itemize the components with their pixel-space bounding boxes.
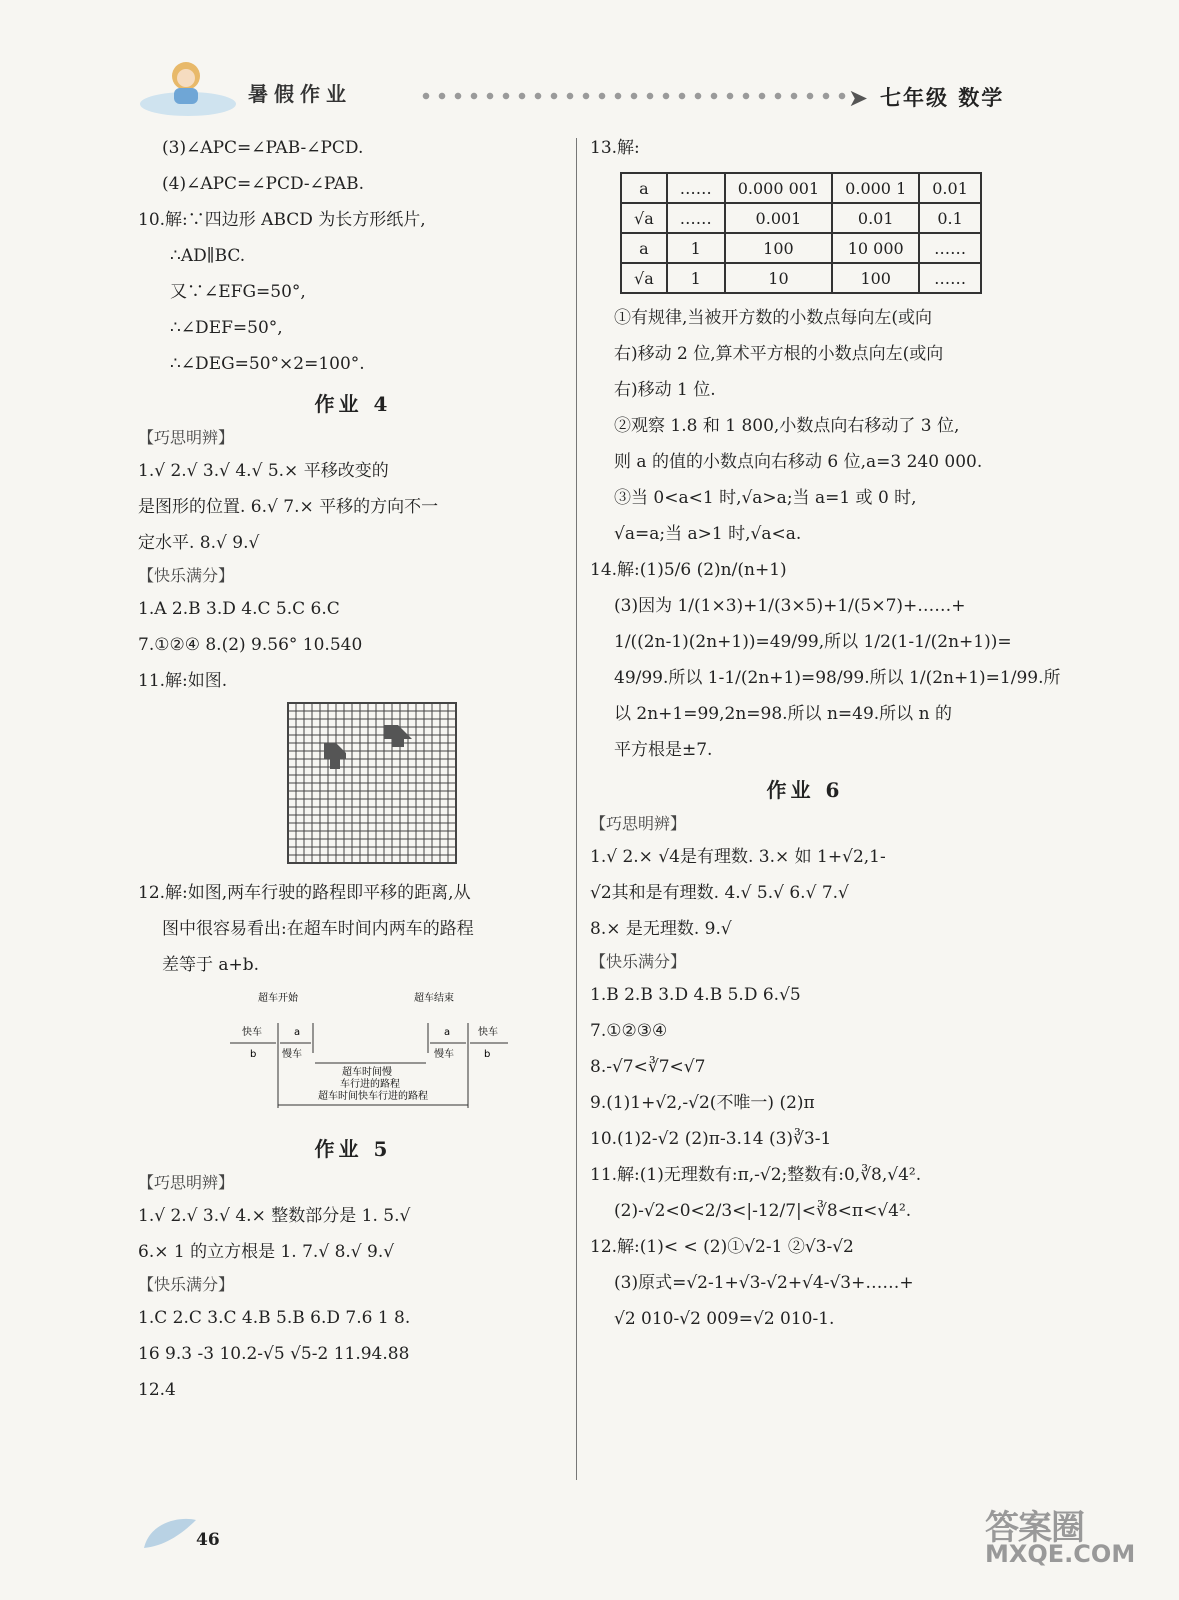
answer-line: 1.√ 2.× √4是有理数. 3.× 如 1+√2,1- [590,847,886,867]
answer-line: 16 9.3 -3 10.2-√5 √5-2 11.94.88 [138,1344,410,1364]
table-cell: 1 [667,263,725,293]
answer-line: 14.解:(1)5/6 (2)n/(n+1) [590,560,787,580]
table-row [621,263,981,293]
table-cell: √a [621,263,667,293]
answer-line: √2其和是有理数. 4.√ 5.√ 6.√ 7.√ [590,883,849,903]
label-kuaile: 【快乐满分】 [590,952,687,971]
diagram-a-2: a [444,1027,451,1038]
answer-line: 1.√ 2.√ 3.√ 4.× 整数部分是 1. 5.√ [138,1206,411,1226]
answer-line: 1/((2n-1)(2n+1))=49/99,所以 1/2(1-1/(2n+1))= [614,632,1012,652]
watermark-logo: 答案圈 [985,1508,1084,1548]
table-cell: 10 000 [832,233,919,263]
answer-line: ∴∠DEG=50°×2=100°. [170,354,365,374]
section-title-hw6: 作业 6 [766,778,844,802]
answer-line: 10.解:∵四边形 ABCD 为长方形纸片, [138,210,426,230]
watermark-url: MXQE.COM [985,1540,1136,1568]
header-grade-subject: 七年级 数学 [880,85,1005,110]
answer-line: ∴AD∥BC. [170,246,246,266]
table-cell: …… [667,173,725,203]
table-cell: 0.01 [919,173,981,203]
table-row [621,233,981,263]
diagram-fast-1: 快车 [242,1027,262,1038]
table-cell: 100 [832,263,919,293]
table-row [621,203,981,233]
sqrt-table [620,172,982,294]
answer-line: 右)移动 2 位,算术平方根的小数点向左(或向 [614,344,944,364]
overtake-diagram [138,983,568,1123]
answer-line: (4)∠APC=∠PCD-∠PAB. [162,174,364,194]
page-header [0,0,1179,130]
mascot-icon [138,54,238,118]
label-qiaosi: 【巧思明辨】 [138,1173,235,1192]
answer-line: (2)-√2<0<2/3<|-12/7|<∛8<π<√4². [614,1201,912,1221]
answer-line: 是图形的位置. 6.√ 7.× 平移的方向不一 [138,497,439,517]
diagram-fast-dist: 超车时间快车行进的路程 [318,1091,428,1102]
diagram-b-2: b [484,1049,491,1060]
diagram-end: 超车结束 [414,993,454,1004]
table-cell: …… [919,263,981,293]
table-cell: 100 [725,233,832,263]
table-cell: …… [667,203,725,233]
table-cell: 0.000 1 [832,173,919,203]
answer-line: ②观察 1.8 和 1 800,小数点向右移动了 3 位, [614,416,960,436]
left-column [138,130,568,1408]
right-column [590,130,1061,1337]
answer-line: 10.(1)2-√2 (2)π-3.14 (3)∛3-1 [590,1129,832,1149]
table-cell: 1 [667,233,725,263]
answer-line: 11.解:如图. [138,671,228,691]
answer-line: 9.(1)1+√2,-√2(不唯一) (2)π [590,1093,815,1113]
answer-line: 12.解:(1)< < (2)①√2-1 ②√3-√2 [590,1237,854,1257]
answer-line: 则 a 的值的小数点向右移动 6 位,a=3 240 000. [614,452,983,472]
header-dots [418,92,848,100]
page-number: 46 [196,1530,220,1550]
answer-line: 1.B 2.B 3.D 4.B 5.D 6.√5 [590,985,801,1005]
answer-line: 1.√ 2.√ 3.√ 4.√ 5.× 平移改变的 [138,461,389,481]
answer-line: 7.①②③④ [590,1021,668,1041]
answer-line: (3)∠APC=∠PAB-∠PCD. [162,138,364,158]
answer-line: 8.× 是无理数. 9.√ [590,919,732,939]
table-row [621,173,981,203]
table-cell: √a [621,203,667,233]
answer-line: ∴∠DEF=50°, [170,318,283,338]
answer-line: 1.A 2.B 3.D 4.C 5.C 6.C [138,599,340,619]
section-title-hw5: 作业 5 [314,1137,392,1161]
answer-line: 12.解:如图,两车行驶的路程即平移的距离,从 [138,883,471,903]
answer-line: ①有规律,当被开方数的小数点每向左(或向 [614,308,933,328]
label-kuaile: 【快乐满分】 [138,566,235,585]
table-cell: a [621,233,667,263]
answer-line: 差等于 a+b. [162,955,260,975]
answer-line: 右)移动 1 位. [614,380,716,400]
diagram-slow-dist-1: 超车时间慢 [342,1067,392,1078]
answer-line: 13.解: [590,138,640,158]
shape-original [324,743,346,769]
answer-line: (3)因为 1/(1×3)+1/(3×5)+1/(5×7)+……+ [614,596,966,616]
diagram-b-1: b [250,1049,257,1060]
table-cell: 10 [725,263,832,293]
answer-line: 11.解:(1)无理数有:π,-√2;整数有:0,∛8,√4². [590,1165,922,1185]
answer-line: 7.①②④ 8.(2) 9.56° 10.540 [138,635,363,655]
diagram-slow-dist-2: 车行进的路程 [340,1079,400,1090]
table-cell: …… [919,233,981,263]
answer-line: 图中很容易看出:在超车时间内两车的路程 [162,919,474,939]
answer-line: (3)原式=√2-1+√3-√2+√4-√3+……+ [614,1273,914,1293]
table-cell: 0.001 [725,203,832,233]
answer-line: 平方根是±7. [614,740,713,760]
answer-line: 以 2n+1=99,2n=98.所以 n=49.所以 n 的 [614,704,952,724]
header-arrow-icon: ➤ [848,84,869,112]
section-title-hw4: 作业 4 [314,392,392,416]
table-cell: a [621,173,667,203]
answer-line: √2 010-√2 009=√2 010-1. [614,1309,835,1329]
diagram-start: 超车开始 [258,993,298,1004]
diagram-fast-2: 快车 [478,1027,498,1038]
grid-figure [138,699,568,871]
header-title: 暑假作业 [248,82,352,106]
diagram-slow-1: 慢车 [282,1049,302,1060]
answer-line: 1.C 2.C 3.C 4.B 5.B 6.D 7.6 1 8. [138,1308,411,1328]
label-qiaosi: 【巧思明辨】 [590,814,687,833]
answer-line: 6.× 1 的立方根是 1. 7.√ 8.√ 9.√ [138,1242,395,1262]
answer-line: 定水平. 8.√ 9.√ [138,533,260,553]
answer-line: ③当 0<a<1 时,√a>a;当 a=1 或 0 时, [614,488,917,508]
label-kuaile: 【快乐满分】 [138,1275,235,1294]
answer-line: 49/99.所以 1-1/(2n+1)=98/99.所以 1/(2n+1)=1/99.所 [614,668,1061,688]
answer-line: √a=a;当 a>1 时,√a<a. [614,524,802,544]
table-cell: 0.01 [832,203,919,233]
answer-line: 12.4 [138,1380,176,1400]
answer-line: 又∵∠EFG=50°, [170,282,306,302]
leaf-icon [140,1512,200,1552]
diagram-a-1: a [294,1027,301,1038]
diagram-slow-2: 慢车 [434,1049,454,1060]
answer-line: 8.-√7<∛7<√7 [590,1057,706,1077]
column-divider [576,138,577,1480]
label-qiaosi: 【巧思明辨】 [138,428,235,447]
table-cell: 0.1 [919,203,981,233]
table-cell: 0.000 001 [725,173,832,203]
